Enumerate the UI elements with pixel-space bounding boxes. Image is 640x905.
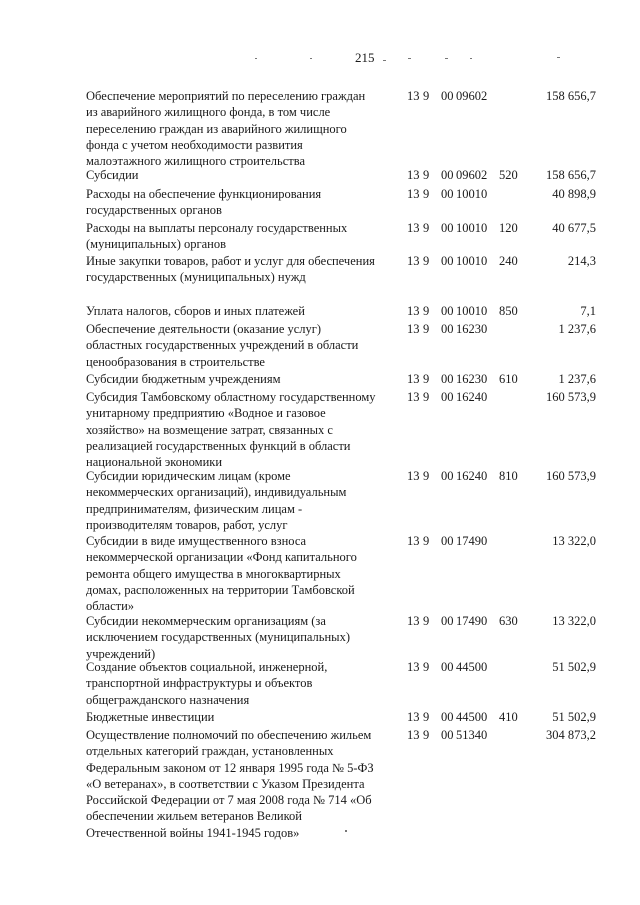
code-subprogram: 00 <box>441 322 454 336</box>
code-item: 44500 <box>456 710 488 724</box>
amount: 51 502,9 <box>552 710 596 724</box>
code-section: 13 <box>407 728 420 742</box>
code-subprogram: 00 <box>441 390 454 404</box>
code-subprogram: 00 <box>441 187 454 201</box>
code-item: 16230 <box>456 322 488 336</box>
code-subprogram: 00 <box>441 221 454 235</box>
code-section: 13 <box>407 534 420 548</box>
amount: 13 322,0 <box>552 614 596 628</box>
code-section: 13 <box>407 710 420 724</box>
amount: 160 573,9 <box>546 390 596 404</box>
code-section: 13 <box>407 372 420 386</box>
code-program: 9 <box>423 614 430 628</box>
code-subprogram: 00 <box>441 469 454 483</box>
scan-mark <box>470 58 472 59</box>
row-description: Субсидии в виде имущественного взноса некоммерческой организации «Фонд капитального ремонта общего имущества в многоквартирных домах, расположенных на территории Тамбовской области» <box>86 534 357 614</box>
code-section: 13 <box>407 254 420 268</box>
code-item: 51340 <box>456 728 488 742</box>
code-item: 44500 <box>456 660 488 674</box>
scan-mark <box>345 830 347 832</box>
code-item: 10010 <box>456 304 488 318</box>
expense-type: 410 <box>499 710 518 724</box>
code-item: 10010 <box>456 221 488 235</box>
scan-mark <box>557 57 560 58</box>
amount: 214,3 <box>567 254 596 268</box>
amount: 304 873,2 <box>546 728 596 742</box>
code-section: 13 <box>407 660 420 674</box>
code-program: 9 <box>423 89 430 103</box>
scan-mark <box>255 58 257 59</box>
code-section: 13 <box>407 304 420 318</box>
code-subprogram: 00 <box>441 304 454 318</box>
amount: 158 656,7 <box>546 89 596 103</box>
code-section: 13 <box>407 390 420 404</box>
code-subprogram: 00 <box>441 614 454 628</box>
amount: 40 677,5 <box>552 221 596 235</box>
code-program: 9 <box>423 187 430 201</box>
row-description: Субсидии юридическим лицам (кроме некоммерческих организаций), индивидуальным предпринимателям, физическим лицам - производителям товаров, работ, услуг <box>86 469 347 532</box>
code-subprogram: 00 <box>441 254 454 268</box>
amount: 7,1 <box>580 304 596 318</box>
row-description: Субсидии некоммерческим организациям (за исключением государственных (муниципальных) учреждений) <box>86 614 350 661</box>
amount: 51 502,9 <box>552 660 596 674</box>
expense-type: 630 <box>499 614 518 628</box>
code-subprogram: 00 <box>441 660 454 674</box>
row-description: Иные закупки товаров, работ и услуг для обеспечения государственных (муниципальных) нужд <box>86 254 375 285</box>
amount: 158 656,7 <box>546 168 596 182</box>
scan-mark <box>408 58 411 59</box>
code-subprogram: 00 <box>441 168 454 182</box>
row-description: Уплата налогов, сборов и иных платежей <box>86 304 305 318</box>
code-item: 10010 <box>456 254 488 268</box>
code-item: 16240 <box>456 469 488 483</box>
code-subprogram: 00 <box>441 372 454 386</box>
row-description: Бюджетные инвестиции <box>86 710 215 724</box>
code-section: 13 <box>407 469 420 483</box>
row-description: Обеспечение мероприятий по переселению граждан из аварийного жилищного фонда, в том числе переселению граждан из аварийного жилищного фонда с учетом необходимости развития малоэтажного жилищного строительства <box>86 89 366 169</box>
code-program: 9 <box>423 221 430 235</box>
code-program: 9 <box>423 322 430 336</box>
code-section: 13 <box>407 614 420 628</box>
code-section: 13 <box>407 168 420 182</box>
scan-mark <box>383 60 386 61</box>
amount: 40 898,9 <box>552 187 596 201</box>
code-program: 9 <box>423 469 430 483</box>
code-program: 9 <box>423 390 430 404</box>
code-section: 13 <box>407 221 420 235</box>
row-description: Субсидии бюджетным учреждениям <box>86 372 281 386</box>
code-item: 16240 <box>456 390 488 404</box>
code-subprogram: 00 <box>441 710 454 724</box>
expense-type: 120 <box>499 221 518 235</box>
code-item: 10010 <box>456 187 488 201</box>
code-program: 9 <box>423 728 430 742</box>
code-item: 09602 <box>456 168 488 182</box>
code-program: 9 <box>423 372 430 386</box>
row-description: Создание объектов социальной, инженерной, транспортной инфраструктуры и объектов общегражданского назначения <box>86 660 328 707</box>
amount: 1 237,6 <box>558 322 596 336</box>
row-description: Обеспечение деятельности (оказание услуг) областных государственных учреждений в области ценообразования в строительстве <box>86 322 359 369</box>
code-section: 13 <box>407 89 420 103</box>
row-description: Осуществление полномочий по обеспечению жильем отдельных категорий граждан, установленных Федеральным законом от 12 января 1995 года № 5-ФЗ «О ветеранах», в соответствии с Указом Президента Российской Федерации от 7 мая 2008 года № 714 «Об обеспечении жильем ветеранов Великой Отечественной войны 1941-1945 годов» <box>86 728 374 840</box>
code-section: 13 <box>407 187 420 201</box>
page-number: 215 <box>355 50 375 65</box>
amount: 160 573,9 <box>546 469 596 483</box>
code-program: 9 <box>423 660 430 674</box>
code-item: 16230 <box>456 372 488 386</box>
expense-type: 850 <box>499 304 518 318</box>
scan-mark <box>445 58 448 59</box>
expense-type: 610 <box>499 372 518 386</box>
code-item: 17490 <box>456 614 488 628</box>
code-subprogram: 00 <box>441 89 454 103</box>
code-program: 9 <box>423 304 430 318</box>
row-description: Расходы на выплаты персоналу государственных (муниципальных) органов <box>86 221 348 252</box>
amount: 1 237,6 <box>558 372 596 386</box>
code-subprogram: 00 <box>441 728 454 742</box>
scan-mark <box>310 58 312 59</box>
code-program: 9 <box>423 168 430 182</box>
code-item: 09602 <box>456 89 488 103</box>
code-program: 9 <box>423 254 430 268</box>
code-item: 17490 <box>456 534 488 548</box>
row-description: Субсидия Тамбовскому областному государственному унитарному предприятию «Водное и газовое хозяйство» на возмещение затрат, связанных с реализацией государственных функций в области национальной экономики <box>86 390 376 470</box>
expense-type: 520 <box>499 168 518 182</box>
expense-type: 240 <box>499 254 518 268</box>
row-description: Расходы на обеспечение функционирования государственных органов <box>86 187 322 218</box>
amount: 13 322,0 <box>552 534 596 548</box>
code-program: 9 <box>423 534 430 548</box>
expense-type: 810 <box>499 469 518 483</box>
row-description: Субсидии <box>86 168 139 182</box>
code-subprogram: 00 <box>441 534 454 548</box>
code-program: 9 <box>423 710 430 724</box>
code-section: 13 <box>407 322 420 336</box>
